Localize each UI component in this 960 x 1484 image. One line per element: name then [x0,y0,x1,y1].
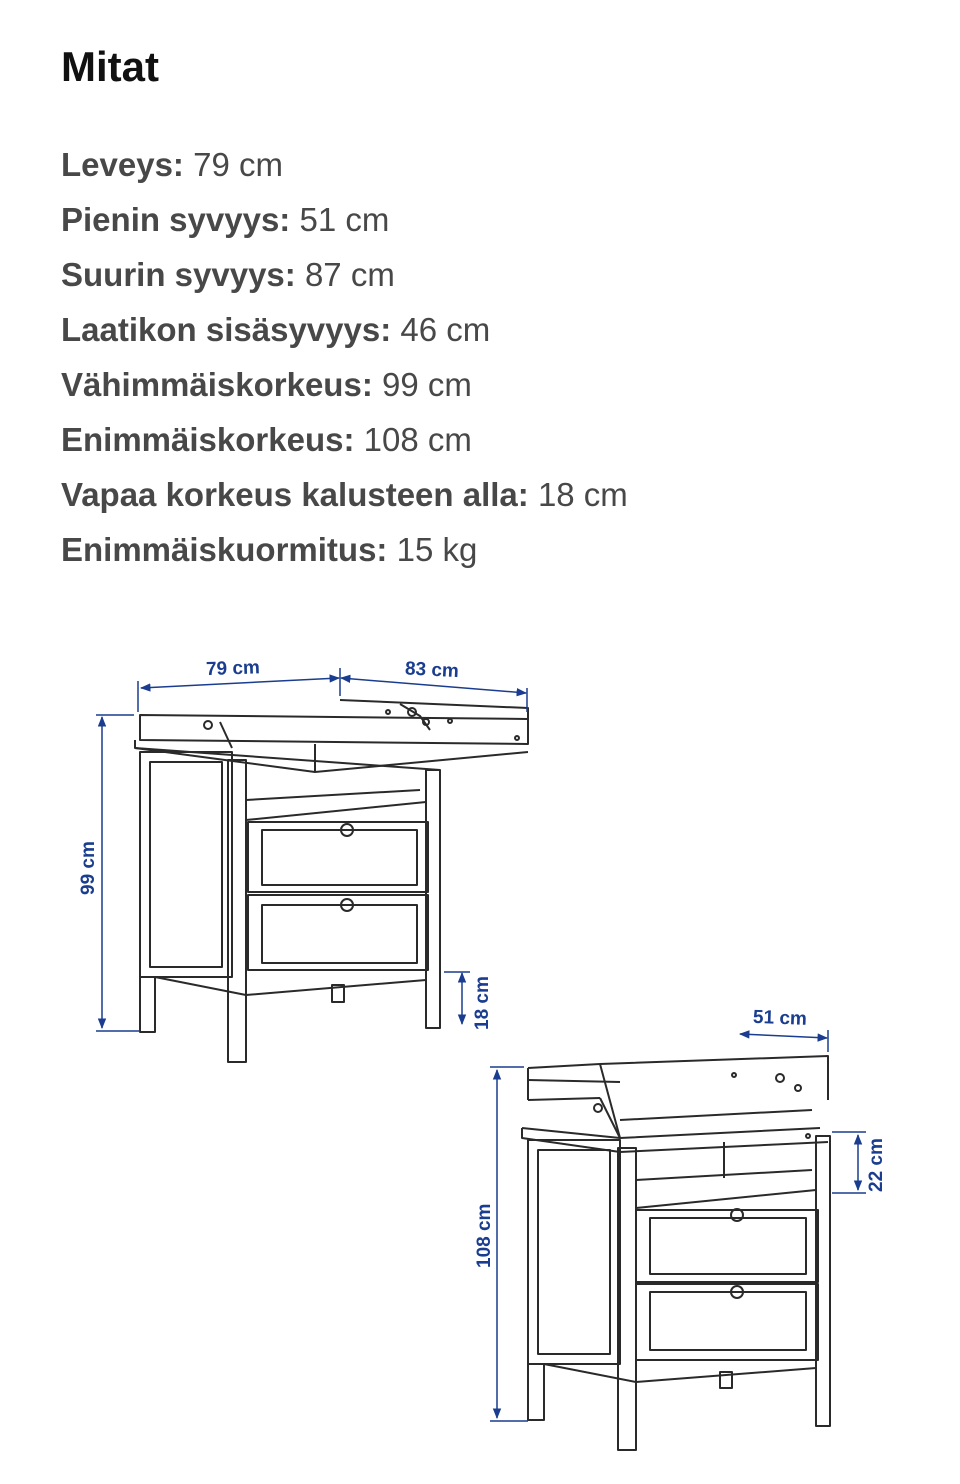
changing-table-open-drawing [135,700,528,1062]
spec-label: Leveys: [61,146,184,183]
spec-row-drawer-depth [61,306,628,361]
spec-row-max-load [61,526,628,581]
spec-label: Pienin syvyys: [61,201,291,238]
dim-max-height-label: 108 cm [474,1203,495,1268]
spec-label: Laatikon sisäsyvyys: [61,311,392,348]
changing-table-closed-drawing [522,1056,830,1450]
spec-row-max-depth [61,251,628,306]
spec-label: Vapaa korkeus kalusteen alla: [61,476,529,513]
dimension-spec-list [61,141,628,581]
spec-value: 87 cm [304,256,395,293]
spec-value: 99 cm [381,366,472,403]
spec-value: 15 kg [396,531,478,568]
dim-open-depth-label: 83 cm [404,658,460,683]
spec-value: 108 cm [363,421,472,458]
spec-row-min-depth [61,196,628,251]
dimension-diagram [0,620,960,1484]
dim-rail-height-label: 22 cm [866,1138,887,1192]
spec-value: 18 cm [537,476,628,513]
spec-label: Enimmäiskorkeus: [61,421,355,458]
spec-label: Suurin syvyys: [61,256,296,293]
dim-width-label: 79 cm [205,657,261,681]
spec-label: Enimmäiskuormitus: [61,531,388,568]
spec-row-min-height [61,361,628,416]
spec-label: Vähimmäiskorkeus: [61,366,373,403]
spec-row-clearance [61,471,628,526]
spec-value: 46 cm [400,311,491,348]
spec-value: 79 cm [193,146,283,183]
dim-depth-label: 51 cm [752,1006,808,1030]
spec-row-max-height [61,416,628,471]
spec-value: 51 cm [299,201,390,238]
bottom-view-dimensions [490,1030,866,1421]
dim-height-label: 99 cm [78,841,99,895]
dim-clearance-label: 18 cm [472,976,493,1030]
spec-row-width [61,141,628,196]
page-title: Mitat [61,43,159,90]
